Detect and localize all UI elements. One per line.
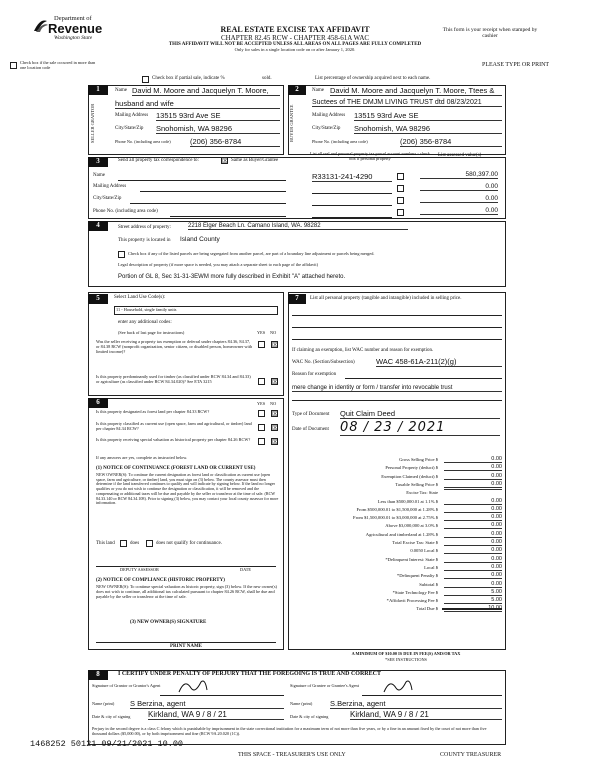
tax-row-value[interactable]: 5.00 [444, 597, 502, 604]
buyer-name-2[interactable]: Suctees of THE DMJM LIVING TRUST dtd 08/23/2021 [312, 99, 502, 107]
tax-row-value[interactable]: 10.00 [444, 605, 502, 612]
section-1-number: 1 [88, 85, 108, 95]
land-use-value: 11 - Household, single family units [116, 307, 177, 312]
forest-question: Is this property designated as forest land per chapter 84.33 RCW? [96, 409, 210, 414]
section-6-number: 6 [88, 398, 108, 408]
no-header: NO [270, 330, 277, 335]
grantee-signature-label: Signature of Grantee or Grantee's Agent [290, 683, 359, 688]
print-name-label: PRINT NAME [170, 644, 202, 649]
this-land-label: This land [96, 541, 115, 546]
tax-row-value[interactable]: 0.00 [444, 506, 502, 513]
multi-location-checkbox[interactable] [10, 62, 17, 69]
parcel-number[interactable]: R33131-241-4290 [312, 172, 392, 182]
historic-no[interactable]: ☒ [272, 438, 279, 446]
tax-row-label: Above $3,000,000 at 3.0% $ [385, 523, 438, 529]
grantor-date-label: Date & city of signing [92, 714, 131, 719]
historic-question: Is this property receiving special valuation as historical property per chapter 84.26 RCW? [96, 437, 251, 442]
street-label: Street address of property: [118, 225, 171, 230]
buyer-city-label: City/State/Zip [312, 126, 341, 131]
form-sub: Only for sales in a single location code on or after January 1, 2020. [234, 47, 356, 52]
deputy-assessor-label: DEPUTY ASSESSOR [120, 567, 159, 572]
tax-row-value[interactable]: 0.00 [444, 464, 502, 471]
section-2-number: 2 [288, 85, 306, 95]
tax-row-value[interactable]: 5.00 [444, 589, 502, 596]
timber-no[interactable]: ☒ [272, 378, 279, 386]
tax-row-label: *Affidavit Processing Fee $ [386, 598, 438, 604]
logo-line2: Revenue [48, 21, 103, 36]
document-date-label: Date of Document [292, 427, 329, 432]
total-rule [442, 608, 502, 610]
buyer-address[interactable]: 13515 93rd Ave SE [354, 111, 502, 121]
county-treasurer-label: COUNTY TREASURER [440, 752, 502, 758]
instructions-label: (See back of last page for instructions) [118, 330, 185, 335]
tax-row-value[interactable]: 0.00 [444, 564, 502, 571]
grantor-signature[interactable] [175, 678, 215, 696]
any-yes-note: If any answers are yes, complete as instructed below. [96, 455, 188, 460]
assessed-value-4[interactable]: 0.00 [420, 207, 498, 215]
tax-row-label: Total Excise Tax: State $ [392, 540, 438, 545]
corr-city-label: City/State/Zip [93, 196, 122, 201]
form-title-block [150, 25, 440, 52]
no-header-6: NO [270, 401, 277, 406]
timber-yes[interactable] [258, 378, 265, 385]
historic-yes[interactable] [258, 438, 265, 445]
buyer-side-label: BUYER GRANTEE [289, 104, 294, 142]
seller-city-label: City/State/Zip [115, 126, 144, 131]
tax-row-value[interactable]: 0.00 [444, 456, 502, 463]
reason-label: Reason for exemption [292, 372, 337, 377]
same-as-buyer-checkbox[interactable]: ☒ [222, 157, 229, 165]
yes-header-6: YES [257, 401, 266, 406]
seller-name-label: Name [115, 88, 127, 93]
tax-row-label: Local $ [424, 564, 438, 570]
tax-row-label: *State Technology Fee $ [392, 589, 438, 595]
assessed-value-1[interactable]: 580,397.00 [420, 171, 498, 179]
treasurer-space-label: THIS SPACE - TREASURER'S USE ONLY [238, 752, 346, 758]
grantee-name[interactable]: S.Berzina, agent [330, 699, 502, 709]
see-instructions: *SEE INSTRUCTIONS [385, 657, 427, 662]
grantor-name-label: Name (print) [92, 701, 115, 706]
tax-row-label: Total Due $ [416, 606, 438, 612]
forest-yes[interactable] [258, 410, 265, 417]
section-8-number: 8 [88, 670, 108, 680]
buyer-phone-label: Phone No. (including area code) [312, 139, 368, 144]
not-qualify-label: does not qualify for continuance. [156, 541, 222, 546]
buyer-name-1[interactable]: David M. Moore and Jacquelyn T. Moore, Ttees & [330, 86, 502, 96]
same-as-buyer-label: Same as Buyer/Grantee [231, 158, 279, 163]
buyer-name-label: Name [312, 88, 324, 93]
minimum-note: A MINIMUM OF $10.00 IS DUE IN FEE(S) AND/OR TAX [351, 651, 461, 656]
segregated-label: Check box if any of the listed parcels are being segregated from another parcel, are part of a boundary line adjustment or parcels being merged. [128, 251, 375, 256]
corr-name-label: Name [93, 173, 105, 178]
exemption-no[interactable]: ☒ [272, 341, 279, 349]
tax-row-label: Personal Property (deduct) $ [385, 465, 438, 471]
logo-mark [32, 17, 49, 34]
reason-text[interactable]: mere change in identity or form / transfer into revocable trust [292, 385, 502, 392]
exemption-yes[interactable] [258, 341, 265, 348]
seller-phone-label: Phone No. (including area code) [115, 139, 171, 144]
tax-row-label: Less than $500,000.01 at 1.1% $ [377, 498, 438, 504]
additional-codes-label: enter any additional codes: [118, 320, 172, 325]
partial-sale-label: Check box if partial sale, indicate % [152, 76, 225, 81]
timber-question: Is this property predominantly used for timber (as classified under RCW 84.34 and 84.33) or agriculture (as classified under RCW 84.34.020)? See ETA 3215 [96, 374, 251, 384]
exemption-claim-label: If claiming an exemption, list WAC number and reason for exemption. [292, 348, 434, 353]
tax-row-label: 0.0050 Local $ [410, 548, 438, 554]
county[interactable]: Island County [180, 236, 220, 243]
form-warning: THIS AFFIDAVIT WILL NOT BE ACCEPTED UNLESS ALL AREAS ON ALL PAGES ARE FULLY COMPLETED [168, 42, 422, 47]
current-use-no[interactable]: ☒ [272, 424, 279, 432]
document-type-label: Type of Document [292, 412, 330, 417]
new-owner-signature-label: (3) NEW OWNER(S) SIGNATURE [130, 620, 207, 625]
perjury-note: Perjury in the second degree is a class C felony which is punishable by imprisonment in the state correctional institution for a maximum term of not more than five years, or by a fine in an amount fixed by the court of not more than five thousand dollars ($5,000.00), or by both imprisonment and fine (RCW 9A.20.020 (1C)). [92, 726, 487, 736]
parcel-personal-checkbox-1[interactable] [397, 173, 404, 180]
section-5-number: 5 [88, 294, 108, 304]
tax-row-label: Agricultural and timberland at 1.28% $ [365, 531, 438, 537]
seller-phone[interactable]: (206) 356-8784 [190, 137, 280, 147]
parcel-personal-checkbox-4[interactable] [397, 209, 404, 216]
tax-row-value[interactable]: 0.00 [444, 498, 502, 505]
logo-line3: Washington State [54, 35, 93, 41]
section-4-number: 4 [88, 221, 108, 231]
print-note: PLEASE TYPE OR PRINT [482, 62, 550, 68]
compliance-title: (2) NOTICE OF COMPLIANCE (HISTORIC PROPERTY) [96, 578, 225, 583]
tax-row-value[interactable]: 0.00 [444, 556, 502, 563]
legal-description[interactable]: Portion of GL 8, Sec 31-31-3EWM more fully described in Exhibit "A" attached hereto. [118, 274, 346, 280]
deputy-date-label: DATE [240, 567, 251, 572]
tax-row-value[interactable] [444, 489, 502, 490]
assessed-value-3[interactable]: 0.00 [420, 195, 498, 203]
tax-row-value[interactable]: 0.00 [444, 547, 502, 554]
tax-row-value[interactable]: 0.00 [444, 514, 502, 521]
correspondence-label: Send all property tax correspondence to: [118, 158, 199, 163]
street-address[interactable]: 2218 Elger Beach Ln. Camano Island, WA. 98282 [188, 223, 408, 230]
tax-row-label: Taxable Selling Price $ [395, 481, 438, 487]
tax-row-label: *Delinquent Penalty $ [396, 573, 438, 579]
buyer-phone[interactable]: (206) 356-8784 [400, 137, 502, 147]
tax-row-value[interactable]: 0.00 [444, 572, 502, 579]
grantor-date-place[interactable]: Kirkland, WA 9 / 8 / 21 [148, 710, 284, 720]
multi-location-label: Check box if the sale occurred in more than one location code [20, 60, 96, 70]
tax-row-label: *Delinquent Interest: State $ [385, 556, 438, 562]
grantor-name[interactable]: S Berzina, agent [130, 699, 284, 709]
certify-label: I CERTIFY UNDER PENALTY OF PERJURY THAT THE FOREGOING IS TRUE AND CORRECT [118, 671, 381, 677]
assessed-label: List assessed value(s) [438, 153, 482, 158]
tax-row-label: From $1,500,000.01 to $3,000,000 at 2.75% $ [353, 515, 438, 521]
tax-row-label: Exemption Claimed (deduct) $ [381, 473, 438, 479]
tax-row-label: From $500,000.01 to $1,500,000 at 1.28% $ [356, 506, 438, 512]
tax-row-value[interactable]: 0.00 [444, 481, 502, 488]
seller-address[interactable]: 13515 93rd Ave SE [156, 111, 280, 121]
seller-name-1[interactable]: David M. Moore and Jacquelyn T. Moore, [132, 86, 280, 96]
grantee-name-label: Name (print) [290, 701, 313, 706]
does-label: does [130, 541, 140, 546]
document-date[interactable]: 08 / 23 / 2021 [340, 420, 500, 436]
compliance-body: NEW OWNER(S): To continue special valuation as historic property, sign (3) below. If the new owner(s) does not wish to continue, all additional tax calculated pursuant to chapter 84.26 RCW, shall be due and payable by the seller or transferor at the time of sale. [96, 584, 277, 599]
yes-header: YES [257, 330, 266, 335]
buyer-address-label: Mailing Address [312, 113, 346, 118]
tax-row-value[interactable]: 0.00 [444, 581, 502, 588]
continuance-title: (1) NOTICE OF CONTINUANCE (FOREST LAND OR CURRENT USE) [96, 466, 256, 471]
buyer-city[interactable]: Snohomish, WA 98296 [354, 124, 502, 134]
wac-label: WAC No. (Section/Subsection) [292, 360, 355, 365]
wac-number[interactable]: WAC 458-61A-211(2)(g) [376, 357, 502, 367]
ownership-label: List percentage of ownership acquired next to each name. [315, 76, 431, 81]
tax-row-label: Excise Tax: State [406, 490, 438, 496]
corr-phone-label: Phone No. (including area code) [93, 209, 158, 214]
grantee-signature[interactable] [380, 678, 420, 696]
grantee-date-label: Date & city of signing [290, 714, 329, 719]
continuance-body: NEW OWNER(S): To continue the current designation as forest land or classification as current use (open space, farm and agriculture, or timber) land, you must sign on (3) below. The county assessor must then determine if the land transferred continues to qualify and will indicate by signing below. If the land no longer qualifies or you do not wish to continue the designation or classification, it will be removed and the compensating or additional taxes will be due and payable by the seller or transferor at the time of sale. (RCW 84.33.140 or RCW 84.34.108). Prior to signing (3) below, you may contact your local county assessor for more information. [96, 472, 279, 506]
receipt-note: This form is your receipt when stamped by cashier [442, 27, 538, 40]
forest-no[interactable]: ☒ [272, 410, 279, 418]
tax-row-value[interactable]: 0.00 [444, 473, 502, 480]
seller-city[interactable]: Snohomish, WA 98296 [156, 124, 280, 134]
land-does-not-checkbox[interactable] [146, 540, 153, 547]
seller-address-label: Mailing Address [115, 113, 149, 118]
tax-row-label: Subtotal $ [419, 581, 438, 587]
sold-label: sold. [262, 76, 272, 81]
tax-row-label: Gross Selling Price $ [399, 457, 438, 462]
parcel-personal-checkbox-2[interactable] [397, 185, 404, 192]
form-chapter: CHAPTER 82.45 RCW - CHAPTER 458-61A WAC [220, 34, 370, 42]
corr-address-label: Mailing Address [93, 184, 127, 189]
form-title: REAL ESTATE EXCISE TAX AFFIDAVIT [220, 25, 370, 34]
current-use-question: Is this property classified as current use (open space, farm and agricultural, or timber) land per chapter 84.34 RCW? [96, 421, 252, 431]
exemption-question: Was the seller receiving a property tax exemption or deferral under chapters 84.36, 84.37, or 84.38 RCW (nonprofit organization, senior citizen, or disabled person, homeowner with limited income)? [96, 339, 253, 354]
assessed-value-2[interactable]: 0.00 [420, 183, 498, 191]
personal-property-label: List all personal property (tangible and intangible) included in selling price. [310, 296, 462, 301]
segregated-checkbox[interactable] [118, 251, 125, 258]
cashier-stamp: 1468252 50121 09/21/2021 10.00 [30, 739, 184, 749]
land-use-label: Select Land Use Code(s): [114, 295, 166, 300]
land-does-checkbox[interactable] [120, 540, 127, 547]
document-type[interactable]: Quit Claim Deed [340, 409, 500, 419]
tax-row-value[interactable]: 0.00 [444, 531, 502, 538]
parcel-list-label: List all real and personal property tax parcel account numbers - check box if personal property [310, 151, 430, 161]
tax-row-value[interactable]: 0.00 [444, 539, 502, 546]
current-use-yes[interactable] [258, 424, 265, 431]
grantor-signature-label: Signature of Grantor or Grantor's Agent [92, 683, 161, 688]
legal-description-label: Legal description of property (if more space is needed, you may attach a separate sheet to each page of the affidavit) [118, 262, 318, 267]
section-7-number: 7 [288, 294, 306, 304]
logo-line1: Department of [54, 15, 92, 22]
grantee-date-place[interactable]: Kirkland, WA 9 / 8 / 21 [350, 710, 502, 720]
tax-row-value[interactable]: 0.00 [444, 522, 502, 529]
section-3-number: 3 [88, 157, 108, 167]
parcel-personal-checkbox-3[interactable] [397, 197, 404, 204]
seller-name-2[interactable]: husband and wife [115, 99, 280, 109]
partial-sale-checkbox[interactable] [142, 76, 149, 83]
section-6 [88, 398, 284, 650]
seller-side-label: SELLER GRANTOR [90, 103, 95, 143]
located-label: This property is located in [118, 238, 171, 243]
